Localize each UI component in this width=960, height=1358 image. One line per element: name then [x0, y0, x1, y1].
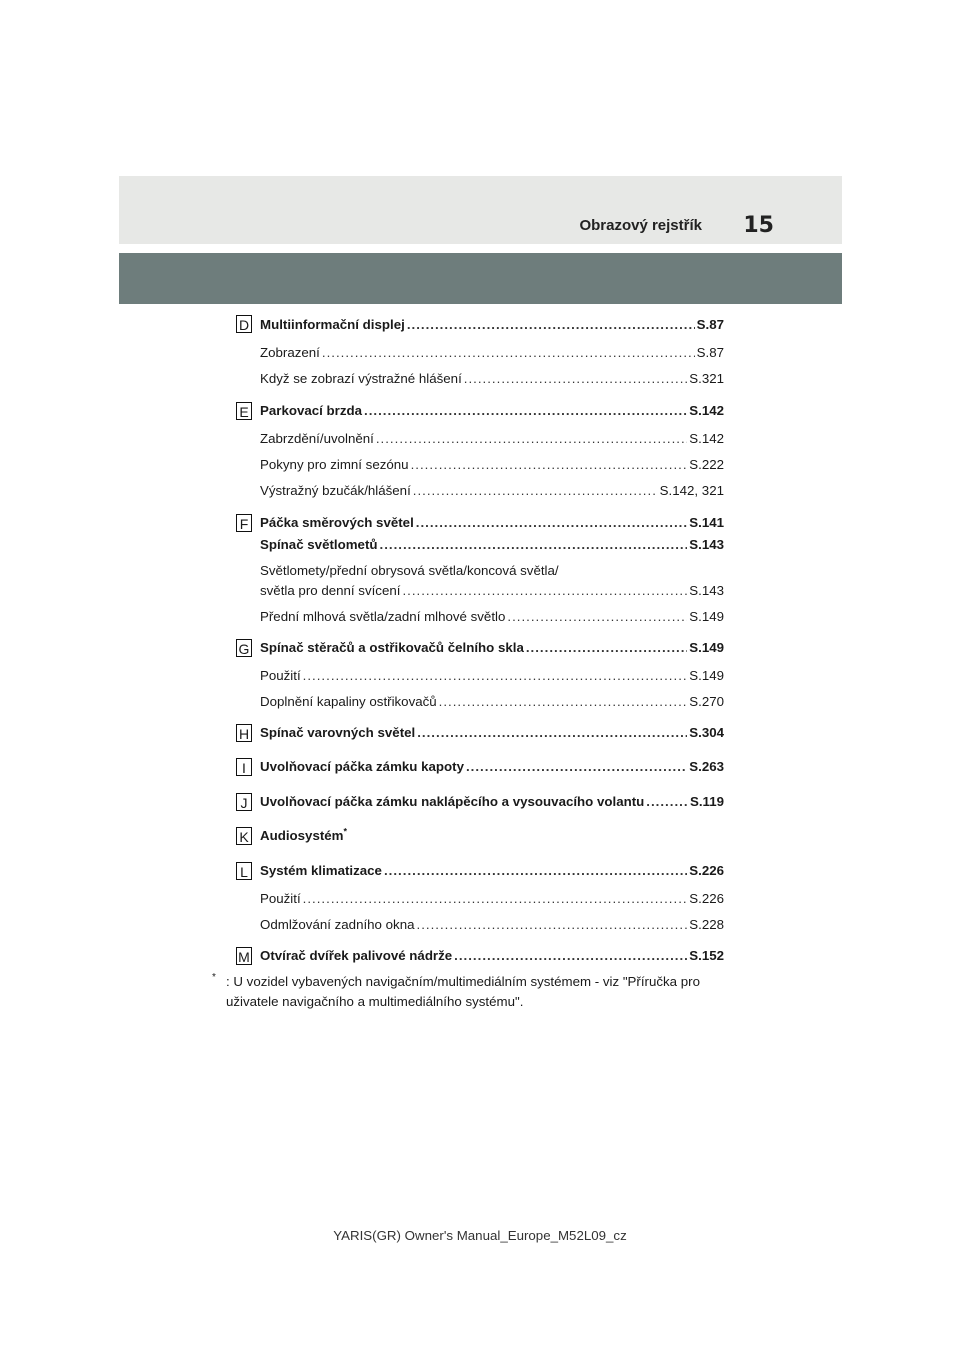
entry-page: S.149 [689, 609, 724, 624]
index-entry-heading[interactable] [260, 947, 724, 965]
index-entry[interactable] [260, 693, 724, 711]
leader-dots [413, 482, 658, 500]
entry-page: S.149 [689, 640, 724, 655]
section-letter-i: I [236, 758, 252, 776]
entry-page: S.226 [689, 863, 724, 878]
leader-dots [376, 430, 687, 448]
index-entry[interactable] [260, 916, 724, 934]
entry-page: S.119 [689, 794, 724, 809]
index-entry-heading[interactable] [260, 793, 724, 811]
section-letter-m: M [236, 947, 252, 965]
leader-dots [507, 608, 687, 626]
leader-dots [384, 862, 687, 880]
footnote-mark: * [343, 826, 348, 837]
entry-label: Spínač stěračů a ostřikovačů čelního skla [260, 640, 524, 655]
entry-label: Zobrazení [260, 345, 320, 360]
entry-page: S.226 [689, 891, 724, 906]
footnote-mark: * [212, 972, 216, 983]
section-letter-k: K [236, 827, 252, 845]
leader-dots [402, 582, 687, 600]
entry-label: Přední mlhová světla/zadní mlhové světlo [260, 609, 506, 624]
footnote-text: : U vozidel vybavených navigačním/multimediálním systémem - viz "Příručka pro uživatele navigačního a multimediálního systému". [226, 974, 700, 1009]
entry-label: Uvolňovací páčka zámku kapoty [260, 759, 464, 774]
entry-page: S.149 [689, 668, 724, 683]
leader-dots [417, 916, 688, 934]
entry-page: S.270 [689, 694, 724, 709]
index-entry-heading[interactable] [260, 316, 724, 334]
entry-page: S.222 [689, 457, 724, 472]
leader-dots [454, 947, 687, 965]
entry-page: S.228 [689, 917, 724, 932]
entry-label: Systém klimatizace [260, 863, 382, 878]
entry-label: Použití [260, 668, 301, 683]
entry-page: S.142 [689, 403, 724, 418]
page-number: 15 [743, 213, 774, 238]
index-entry[interactable] [260, 370, 724, 388]
section-letter-h: H [236, 724, 252, 742]
index-entry[interactable] [260, 482, 724, 500]
section-letter-l: L [236, 862, 252, 880]
entry-label: Spínač varovných světel [260, 725, 416, 740]
entry-label: světla pro denní svícení [260, 583, 401, 598]
entry-page: S.143 [689, 583, 724, 598]
footnote [212, 972, 752, 1012]
header-band [119, 253, 842, 304]
leader-dots [416, 514, 687, 532]
index-entry-heading[interactable] [260, 724, 724, 742]
entry-label: Odmlžování zadního okna [260, 917, 415, 932]
entry-page: S.142, 321 [659, 483, 724, 498]
index-entry[interactable] [260, 344, 724, 362]
section-title: Obrazový rejstřík [579, 217, 702, 234]
leader-dots [411, 456, 688, 474]
entry-label: Výstražný bzučák/hlášení [260, 483, 411, 498]
section-letter-j: J [236, 793, 252, 811]
entry-label: Multiinformační displej [260, 317, 405, 332]
leader-dots [646, 793, 688, 811]
entry-page: S.263 [689, 759, 724, 774]
entry-label: Když se zobrazí výstražné hlášení [260, 371, 462, 386]
entry-page: S.321 [689, 371, 724, 386]
entry-label: Doplnění kapaliny ostřikovačů [260, 694, 437, 709]
index-entry-heading[interactable] [260, 536, 724, 554]
entry-label: Audiosystém [260, 828, 344, 843]
index-entry-heading[interactable] [260, 639, 724, 657]
index-entry[interactable] [260, 608, 724, 626]
entry-page: S.304 [689, 725, 724, 740]
entry-label: Použití [260, 891, 301, 906]
entry-page: S.142 [689, 431, 724, 446]
entry-page: S.141 [689, 515, 724, 530]
index-entry[interactable] [260, 456, 724, 474]
entry-page: S.87 [696, 317, 724, 332]
leader-dots [364, 402, 687, 420]
index-entry-heading[interactable] [260, 862, 724, 880]
entry-label: Pokyny pro zimní sezónu [260, 457, 409, 472]
index-entry-heading[interactable] [260, 758, 724, 776]
leader-dots [526, 639, 687, 657]
entry-label: Uvolňovací páčka zámku naklápěcího a vysouvacího volantu [260, 794, 645, 809]
leader-dots [380, 536, 688, 554]
index-entry[interactable] [260, 582, 724, 600]
entry-label: Páčka směrových světel [260, 515, 414, 530]
entry-page: S.87 [696, 345, 724, 360]
entry-label: Parkovací brzda [260, 403, 362, 418]
section-letter-e: E [236, 402, 252, 420]
leader-dots [417, 724, 687, 742]
page-header [119, 176, 842, 244]
leader-dots [439, 693, 688, 711]
index-entry[interactable] [260, 430, 724, 448]
leader-dots [322, 344, 695, 362]
index-entry-heading[interactable] [260, 827, 347, 845]
entry-label-line: Světlomety/přední obrysová světla/koncová světla/ [260, 563, 559, 578]
entry-label: Spínač světlometů [260, 537, 378, 552]
leader-dots [464, 370, 687, 388]
section-letter-d: D [236, 315, 252, 333]
section-letter-f: F [236, 514, 252, 532]
document-code: YARIS(GR) Owner's Manual_Europe_M52L09_cz [333, 1228, 627, 1243]
index-entry[interactable] [260, 890, 724, 908]
leader-dots [303, 890, 688, 908]
entry-label: Otvírač dvířek palivové nádrže [260, 948, 453, 963]
index-entry-heading[interactable] [260, 402, 724, 420]
leader-dots [303, 667, 688, 685]
entry-page: S.152 [689, 948, 724, 963]
section-letter-g: G [236, 639, 252, 657]
leader-dots [466, 758, 687, 776]
entry-label: Zabrzdění/uvolnění [260, 431, 374, 446]
index-entry[interactable] [260, 667, 724, 685]
index-entry-heading[interactable] [260, 514, 724, 532]
leader-dots [407, 316, 695, 334]
entry-page: S.143 [689, 537, 724, 552]
